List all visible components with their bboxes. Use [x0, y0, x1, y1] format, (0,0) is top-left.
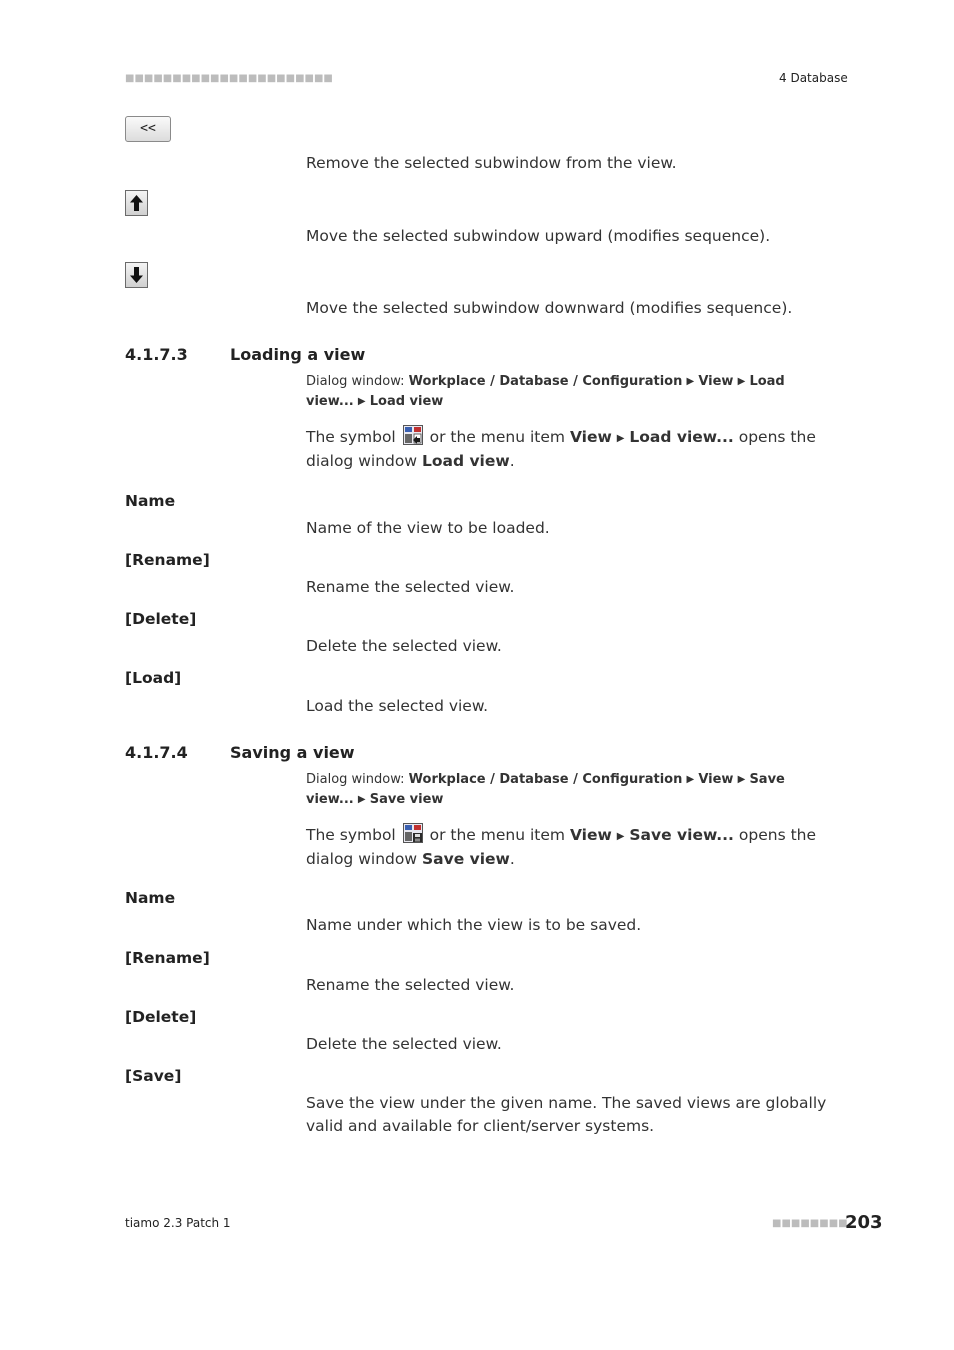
save-desc-delete: Delete the selected view.: [306, 1035, 502, 1053]
load-term-delete: [Delete]: [125, 610, 197, 628]
load-desc-name: Name of the view to be loaded.: [306, 519, 550, 537]
section-title-load: Loading a view: [230, 345, 366, 364]
save-term-name: Name: [125, 889, 176, 907]
save-desc-name: Name under which the view is to be saved.: [306, 916, 642, 934]
move-up-desc: Move the selected subwindow upward (modifies sequence).: [306, 227, 771, 245]
load-desc-rename: Rename the selected view.: [306, 578, 515, 596]
dialog-path-save: Dialog window: Workplace / Database / Configuration ▶ View ▶ Save view... ▶ Save view: [306, 772, 785, 807]
load-term-name: Name: [125, 492, 176, 510]
move-down-desc: Move the selected subwindow downward (modifies sequence).: [306, 299, 793, 317]
save-term-rename: [Rename]: [125, 949, 210, 967]
save-desc-rename: Rename the selected view.: [306, 976, 515, 994]
save-term-delete: [Delete]: [125, 1008, 197, 1026]
load-desc-delete: Delete the selected view.: [306, 637, 502, 655]
load-intro: The symbol or the menu item View ▶ Load view... opens the dialog window Load view.: [306, 425, 846, 473]
load-term-load: [Load]: [125, 669, 182, 687]
header-decoration: ■■■■■■■■■■■■■■■■■■■■■■: [125, 73, 333, 84]
section-number-load: 4.1.7.3: [125, 345, 188, 364]
save-desc-save: Save the view under the given name. The saved views are globally valid and available for client/server systems.: [306, 1094, 827, 1135]
load-desc-load: Load the selected view.: [306, 697, 489, 715]
arrow-up-icon: [129, 194, 144, 212]
footer-decoration: ■■■■■■■■: [772, 1218, 848, 1229]
save-view-icon: [403, 823, 423, 843]
remove-subwindow-desc: Remove the selected subwindow from the view.: [306, 154, 677, 172]
page-number: 203: [845, 1212, 883, 1233]
footer-product: tiamo 2.3 Patch 1: [125, 1216, 231, 1230]
dialog-path-load: Dialog window: Workplace / Database / Configuration ▶ View ▶ Load view... ▶ Load view: [306, 374, 785, 409]
save-term-save: [Save]: [125, 1067, 182, 1085]
arrow-down-icon: [129, 266, 144, 284]
save-intro: The symbol or the menu item View ▶ Save view... opens the dialog window Save view.: [306, 823, 846, 871]
load-term-rename: [Rename]: [125, 551, 210, 569]
load-view-icon: [403, 425, 423, 445]
move-up-button[interactable]: [125, 190, 148, 216]
running-header: 4 Database: [779, 71, 848, 85]
section-title-save: Saving a view: [230, 743, 355, 762]
section-number-save: 4.1.7.4: [125, 743, 188, 762]
move-down-button[interactable]: [125, 262, 148, 288]
remove-subwindow-button[interactable]: <<: [125, 116, 171, 142]
